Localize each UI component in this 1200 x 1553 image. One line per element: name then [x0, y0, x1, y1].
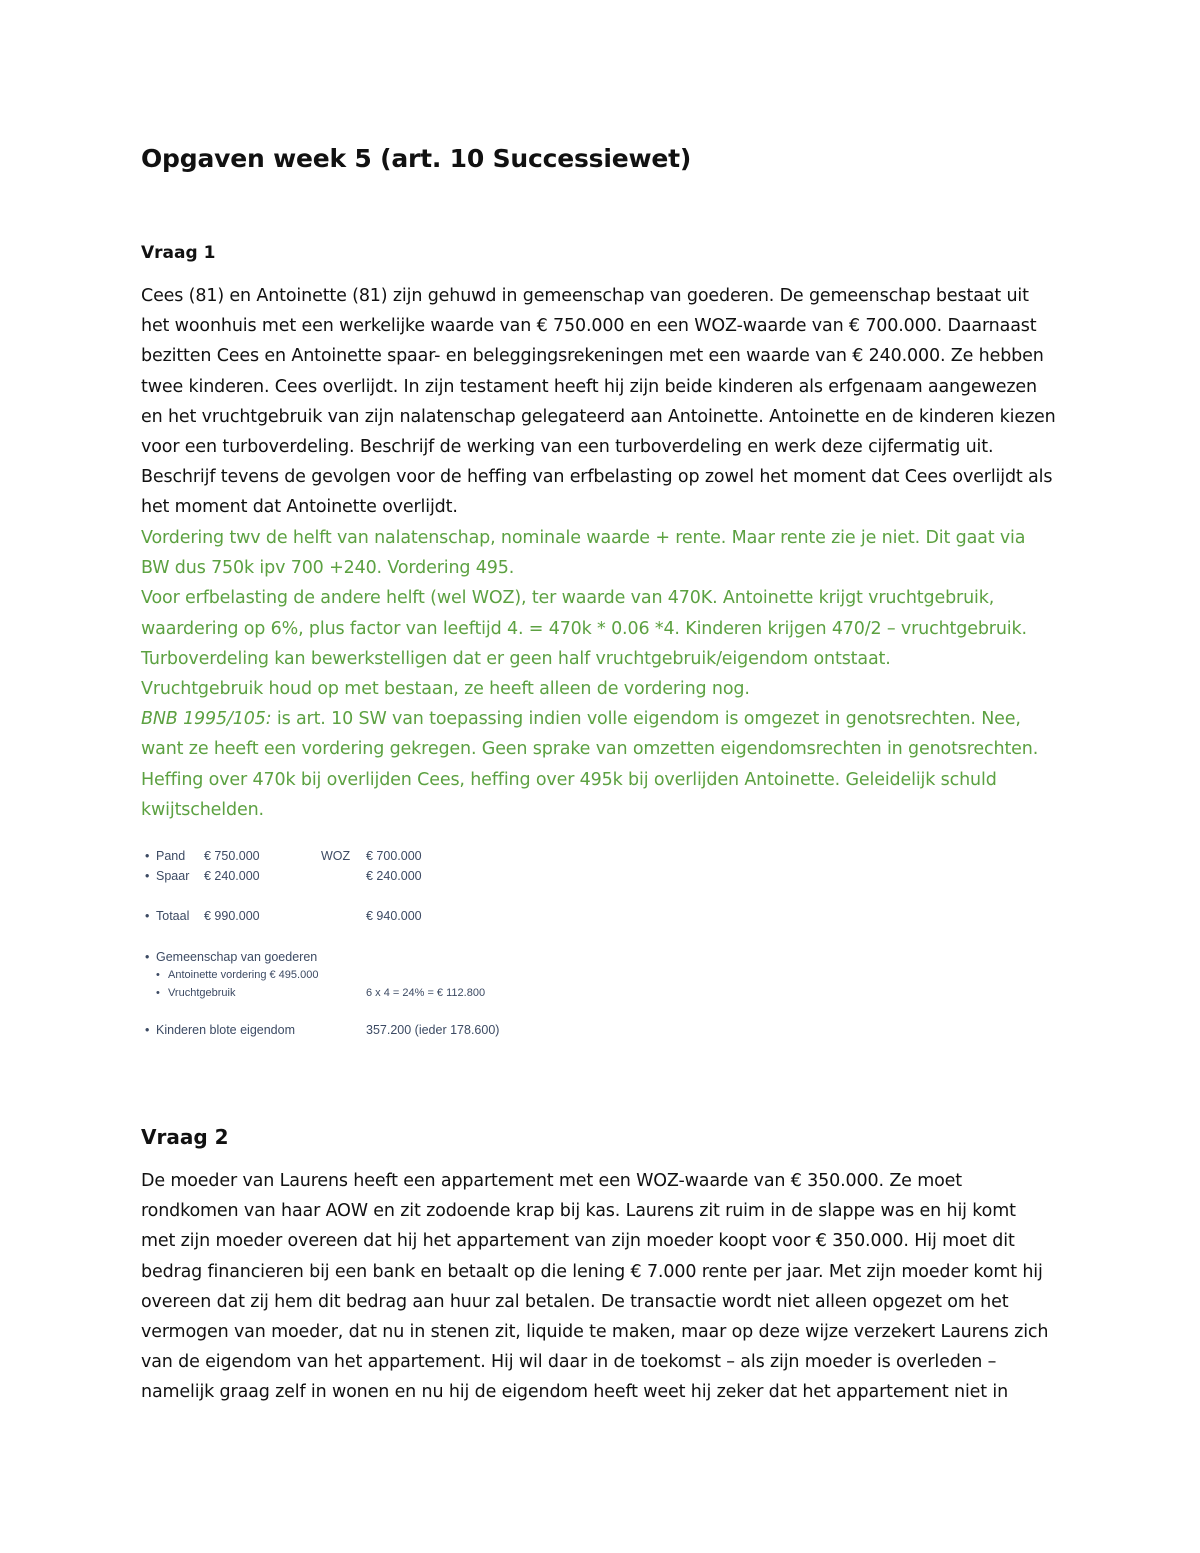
answer-text: is art. 10 SW van toepassing indien volle eigendom is omgezet in genotsrechten. Nee, — [271, 709, 1021, 730]
text-line: vermogen van moeder, dat nu in stenen zit, liquide te maken, maar op deze wijze verzekert Laurens zich — [141, 1321, 1049, 1342]
row-value: € 750.000 — [204, 849, 260, 863]
bullet: • — [145, 1023, 150, 1037]
bullet: • — [145, 849, 150, 863]
row-label: Kinderen blote eigendom — [156, 1023, 295, 1037]
answer-line: Vordering twv de helft van nalatenschap, nominale waarde + rente. Maar rente zie je niet. Dit gaat via — [141, 528, 1026, 548]
vraag1-heading: Vraag 1 — [141, 243, 216, 263]
bullet: • — [145, 950, 150, 964]
text-line: voor een turboverdeling. Beschrijf de werking van een turboverdeling en werk deze cijfermatig uit. — [141, 436, 994, 457]
text-line: namelijk graag zelf in wonen en nu hij de eigendom heeft weet hij zeker dat het appartement niet in — [141, 1382, 1009, 1403]
row-label: Pand — [156, 849, 186, 863]
row-woz-value: € 240.000 — [366, 869, 422, 883]
row-woz-value: € 700.000 — [366, 849, 422, 863]
answer-line: Turboverdeling kan bewerkstelligen dat er geen half vruchtgebruik/eigendom ontstaat. — [141, 648, 891, 669]
text-line: het woonhuis met een werkelijke waarde van € 750.000 en een WOZ-waarde van € 700.000. Daarnaast — [141, 316, 1037, 337]
row-woz-value: € 940.000 — [366, 909, 422, 923]
bullet: • — [145, 909, 150, 923]
text-line: Beschrijf tevens de gevolgen voor de heffing van erfbelasting op zowel het moment dat Cees overlijdt als — [141, 467, 1053, 488]
row-value: 357.200 (ieder 178.600) — [366, 1023, 500, 1037]
vraag2-heading: Vraag 2 — [141, 1125, 229, 1149]
text-line: en het vruchtgebruik van zijn nalatenschap gelegateerd aan Antoinette. Antoinette en de kinderen kiezen — [141, 406, 1056, 427]
text-line: bezitten Cees en Antoinette spaar- en beleggingsrekeningen met een waarde van € 240.000. Ze hebben — [141, 346, 1044, 367]
answer-line: want ze heeft een vordering gekregen. Geen sprake van omzetten eigendomsrechten in genotsrechten. — [141, 739, 1039, 760]
answer-line: BW dus 750k ipv 700 +240. Vordering 495. — [141, 558, 515, 579]
row-woz-label: WOZ — [321, 849, 351, 863]
bullet: • — [156, 987, 160, 999]
row-label: Antoinette vordering € 495.000 — [168, 969, 319, 981]
text-line: met zijn moeder overeen dat hij het appartement van zijn moeder koopt voor € 350.000. Hij moet dit — [141, 1231, 1015, 1252]
text-line: De moeder van Laurens heeft een appartement met een WOZ-waarde van € 350.000. Ze moet — [141, 1171, 962, 1191]
answer-line: kwijtschelden. — [141, 799, 264, 820]
bullet: • — [156, 969, 160, 981]
row-value: € 240.000 — [204, 869, 260, 883]
row-value: € 990.000 — [204, 909, 260, 923]
answer-line: Vruchtgebruik houd op met bestaan, ze heeft alleen de vordering nog. — [141, 678, 750, 699]
answer-line-ref — [141, 704, 1071, 734]
answer-line: waardering op 6%, plus factor van leeftijd 4. = 470k * 0.06 *4. Kinderen krijgen 470/2 – vruchtgebruik. — [141, 618, 1027, 639]
calculation-table — [136, 842, 522, 1042]
text-line: bedrag financieren bij een bank en betaalt op die lening € 7.000 rente per jaar. Met zijn moeder komt hij — [141, 1261, 1043, 1282]
page-title: Opgaven week 5 (art. 10 Successiewet) — [141, 144, 692, 173]
bullet: • — [145, 869, 150, 883]
text-line: Cees (81) en Antoinette (81) zijn gehuwd in gemeenschap van goederen. De gemeenschap bestaat uit — [141, 286, 1029, 306]
text-line: twee kinderen. Cees overlijdt. In zijn testament heeft hij zijn beide kinderen als erfgenaam aangewezen — [141, 376, 1037, 397]
answer-line: Heffing over 470k bij overlijden Cees, heffing over 495k bij overlijden Antoinette. Geleidelijk schuld — [141, 769, 997, 790]
text-line: het moment dat Antoinette overlijdt. — [141, 497, 458, 518]
row-label: Gemeenschap van goederen — [156, 950, 318, 964]
row-label: Totaal — [156, 909, 190, 923]
row-label: Spaar — [156, 869, 190, 883]
vraag2-question — [141, 1166, 1071, 1408]
row-label: Vruchtgebruik — [168, 987, 236, 999]
answer-line: Voor erfbelasting de andere helft (wel WOZ), ter waarde van 470K. Antoinette krijgt vruchtgebruik, — [141, 588, 995, 609]
row-calc: 6 x 4 = 24% = € 112.800 — [366, 987, 486, 999]
vraag1-answer — [141, 523, 1071, 825]
text-line: rondkomen van haar AOW en zit zodoende krap bij kas. Laurens zit ruim in de slappe was en hij komt — [141, 1201, 1016, 1222]
text-line: van de eigendom van het appartement. Hij wil daar in de toekomst – als zijn moeder is overleden – — [141, 1352, 997, 1373]
vraag1-question — [141, 281, 1071, 523]
text-line: overeen dat zij hem dit bedrag aan huur zal betalen. De transactie wordt niet alleen opgezet om het — [141, 1291, 1009, 1312]
case-reference: BNB 1995/105: — [141, 709, 272, 730]
